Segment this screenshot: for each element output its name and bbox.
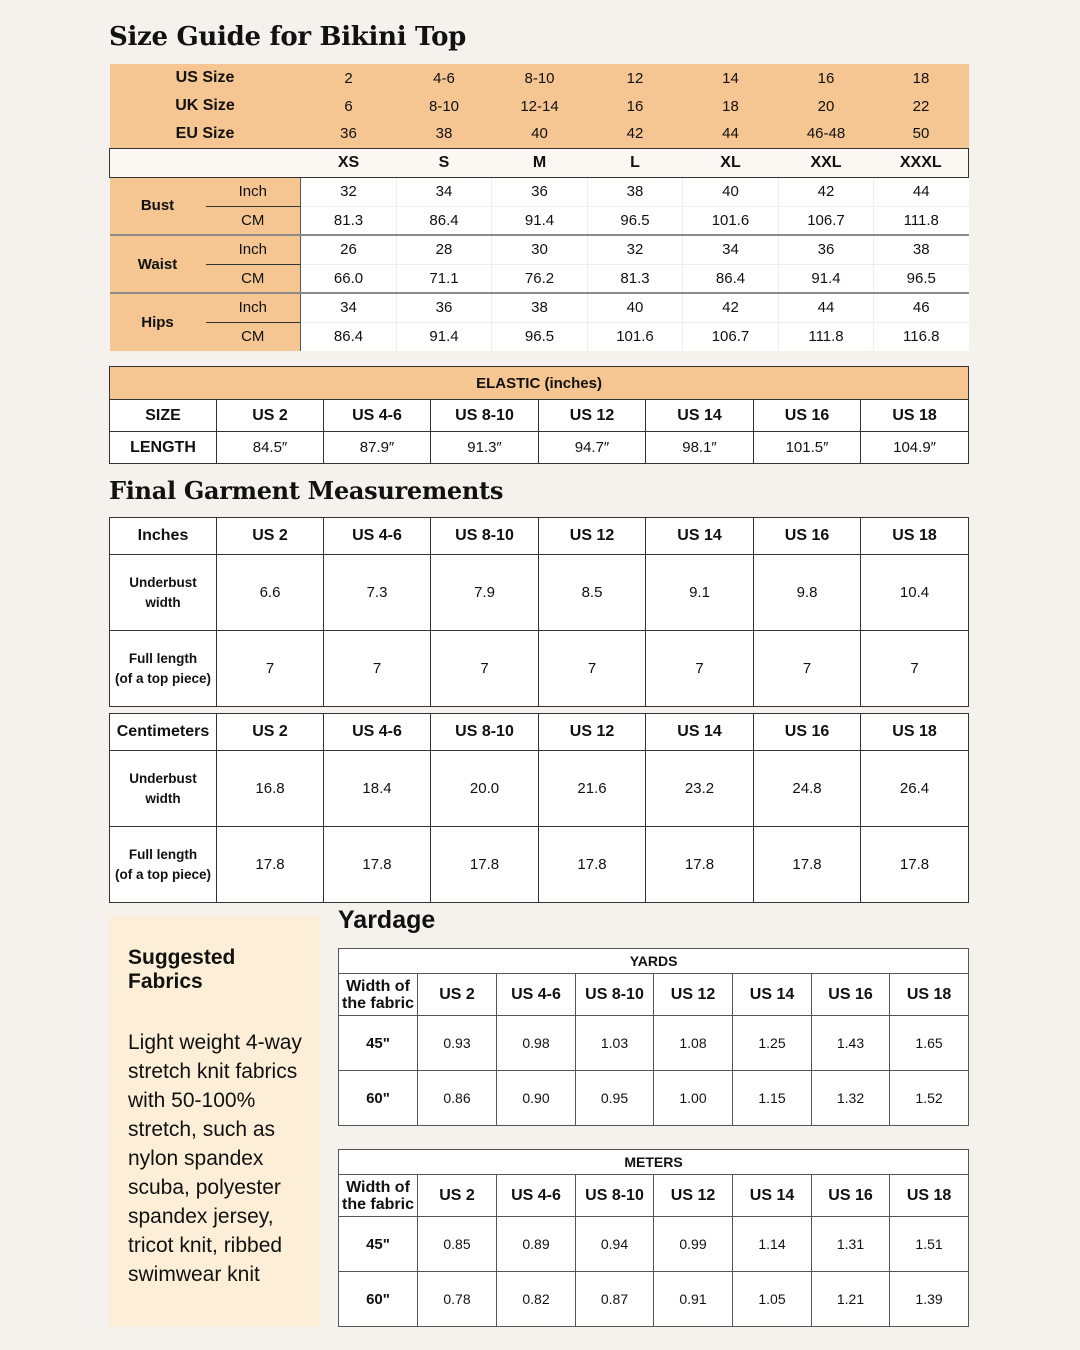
unit-inch-label: Inch [206, 293, 301, 322]
yardage-value-cell: 0.95 [576, 1071, 654, 1126]
yardage-value-cell: 0.87 [576, 1272, 654, 1327]
yardage-value-cell: 1.43 [812, 1016, 890, 1071]
yardage-unit-title: METERS [339, 1150, 969, 1175]
yardage-value-cell: 0.82 [497, 1272, 576, 1327]
elastic-length-cell: 101.5″ [754, 432, 861, 464]
garment-value-cell: 17.8 [861, 827, 969, 903]
measurement-row-inch [110, 177, 969, 206]
cm-value-cell: 101.6 [588, 322, 683, 351]
cm-value-cell: 91.4 [779, 264, 874, 293]
unit-cm-label: CM [206, 264, 301, 293]
yardage-data-row [339, 1016, 969, 1071]
measurement-row-inch [110, 293, 969, 322]
page-title: Size Guide for Bikini Top [109, 22, 467, 52]
measurement-row-cm [110, 322, 969, 351]
inch-value-cell: 34 [683, 235, 779, 264]
size-value-cell: 22 [874, 92, 969, 120]
width-label-line1: Width of [346, 1178, 410, 1196]
size-value-cell: 20 [779, 92, 874, 120]
garment-row-label-line2: width [145, 790, 181, 806]
garment-row-label [110, 827, 217, 903]
garment-value-cell: 17.8 [431, 827, 539, 903]
yardage-value-cell: 1.14 [733, 1217, 812, 1272]
garment-data-row [110, 631, 969, 707]
yardage-value-cell: 0.98 [497, 1016, 576, 1071]
garment-value-cell: 17.8 [754, 827, 861, 903]
fabric-width-cell: 60" [339, 1071, 418, 1126]
size-guide-table [109, 64, 969, 351]
cm-value-cell: 111.8 [779, 322, 874, 351]
yardage-size-header: US 8-10 [576, 974, 654, 1016]
garment-size-header: US 8-10 [431, 714, 539, 751]
elastic-length-cell: 91.3″ [431, 432, 539, 464]
inch-value-cell: 26 [301, 235, 397, 264]
size-value-cell: 42 [588, 120, 683, 148]
size-value-cell: 14 [683, 64, 779, 92]
yardage-value-cell: 1.65 [890, 1016, 969, 1071]
garment-value-cell: 18.4 [324, 751, 431, 827]
size-system-label: UK Size [110, 92, 301, 120]
measurement-name: Waist [110, 235, 206, 293]
yardage-value-cell: 0.94 [576, 1217, 654, 1272]
inch-value-cell: 28 [397, 235, 492, 264]
garment-data-row [110, 827, 969, 903]
yardage-value-cell: 0.93 [418, 1016, 497, 1071]
elastic-length-row [110, 432, 969, 464]
yardage-value-cell: 1.32 [812, 1071, 890, 1126]
cm-value-cell: 76.2 [492, 264, 588, 293]
garment-value-cell: 21.6 [539, 751, 646, 827]
garment-value-cell: 20.0 [431, 751, 539, 827]
yardage-header-row [339, 1175, 969, 1217]
elastic-title: ELASTIC (inches) [110, 367, 969, 400]
size-value-cell: 18 [683, 92, 779, 120]
yardage-size-header: US 18 [890, 974, 969, 1016]
measurement-row-cm [110, 206, 969, 235]
yardage-data-row [339, 1071, 969, 1126]
garment-value-cell: 7.3 [324, 555, 431, 631]
inch-value-cell: 38 [492, 293, 588, 322]
inch-value-cell: 42 [779, 177, 874, 206]
yardage-size-header: US 14 [733, 1175, 812, 1217]
garment-row-label-line1: Full length [128, 650, 198, 666]
yardage-value-cell: 1.15 [733, 1071, 812, 1126]
yardage-size-header: US 16 [812, 974, 890, 1016]
unit-cm-label: CM [206, 206, 301, 235]
garment-size-header: US 4-6 [324, 518, 431, 555]
garment-value-cell: 8.5 [539, 555, 646, 631]
unit-inch-label: Inch [206, 235, 301, 264]
yardage-data-row [339, 1217, 969, 1272]
yardage-title: Yardage [338, 906, 436, 934]
unit-inch-label: Inch [206, 177, 301, 206]
cm-value-cell: 96.5 [874, 264, 969, 293]
garment-value-cell: 7 [431, 631, 539, 707]
size-value-cell: 16 [588, 92, 683, 120]
elastic-size-label: SIZE [110, 400, 217, 432]
yardage-value-cell: 1.08 [654, 1016, 733, 1071]
elastic-size-cell: US 18 [861, 400, 969, 432]
letter-size-cell: XXXL [874, 148, 969, 177]
size-value-cell: 44 [683, 120, 779, 148]
inch-value-cell: 40 [588, 293, 683, 322]
garment-value-cell: 17.8 [324, 827, 431, 903]
garment-row-label-line1: Underbust [129, 770, 197, 786]
cm-value-cell: 91.4 [492, 206, 588, 235]
letter-size-cell: XXL [779, 148, 874, 177]
size-value-cell: 6 [301, 92, 397, 120]
garment-size-header: US 12 [539, 518, 646, 555]
garment-row-label-line2: (of a top piece) [114, 866, 211, 882]
cm-value-cell: 71.1 [397, 264, 492, 293]
inch-value-cell: 36 [397, 293, 492, 322]
yardage-value-cell: 0.90 [497, 1071, 576, 1126]
elastic-size-cell: US 14 [646, 400, 754, 432]
garment-unit-header: Inches [110, 518, 217, 555]
garment-size-header: US 18 [861, 518, 969, 555]
final-centimeters-table [109, 713, 969, 903]
cm-value-cell: 106.7 [683, 322, 779, 351]
yardage-unit-title: YARDS [339, 949, 969, 974]
inch-value-cell: 34 [397, 177, 492, 206]
final-measurements-title: Final Garment Measurements [109, 476, 504, 505]
width-of-fabric-label [339, 974, 418, 1016]
garment-size-header: US 18 [861, 714, 969, 751]
yardage-title-row [339, 949, 969, 974]
cm-value-cell: 86.4 [397, 206, 492, 235]
cm-value-cell: 91.4 [397, 322, 492, 351]
size-value-cell: 36 [301, 120, 397, 148]
yardage-size-header: US 12 [654, 974, 733, 1016]
garment-value-cell: 7 [539, 631, 646, 707]
suggested-fabrics-heading: Suggested Fabrics [128, 946, 236, 993]
elastic-table [109, 366, 969, 464]
yardage-size-header: US 16 [812, 1175, 890, 1217]
yardage-size-header: US 8-10 [576, 1175, 654, 1217]
inch-value-cell: 40 [683, 177, 779, 206]
size-value-cell: 4-6 [397, 64, 492, 92]
garment-row-label [110, 751, 217, 827]
cm-value-cell: 96.5 [588, 206, 683, 235]
garment-size-header: US 2 [217, 714, 324, 751]
final-inches-table [109, 517, 969, 707]
elastic-length-cell: 87.9″ [324, 432, 431, 464]
yardage-size-header: US 4-6 [497, 974, 576, 1016]
measurement-name: Hips [110, 293, 206, 351]
letter-size-cell: S [397, 148, 492, 177]
elastic-title-row [110, 367, 969, 400]
letter-size-cell: M [492, 148, 588, 177]
cm-value-cell: 96.5 [492, 322, 588, 351]
garment-value-cell: 7 [324, 631, 431, 707]
garment-size-header: US 8-10 [431, 518, 539, 555]
yardage-data-row [339, 1272, 969, 1327]
size-value-cell: 38 [397, 120, 492, 148]
inch-value-cell: 36 [779, 235, 874, 264]
cm-value-cell: 66.0 [301, 264, 397, 293]
garment-value-cell: 7 [646, 631, 754, 707]
size-value-cell: 18 [874, 64, 969, 92]
elastic-size-cell: US 4-6 [324, 400, 431, 432]
yardage-value-cell: 0.85 [418, 1217, 497, 1272]
garment-row-label-line2: (of a top piece) [114, 670, 211, 686]
garment-header-row [110, 714, 969, 751]
yardage-value-cell: 0.91 [654, 1272, 733, 1327]
letter-size-row [110, 148, 969, 177]
garment-value-cell: 6.6 [217, 555, 324, 631]
elastic-length-cell: 84.5″ [217, 432, 324, 464]
size-value-cell: 46-48 [779, 120, 874, 148]
garment-row-label [110, 555, 217, 631]
garment-value-cell: 16.8 [217, 751, 324, 827]
cm-value-cell: 111.8 [874, 206, 969, 235]
yardage-size-header: US 14 [733, 974, 812, 1016]
inch-value-cell: 36 [492, 177, 588, 206]
garment-size-header: US 16 [754, 714, 861, 751]
garment-size-header: US 16 [754, 518, 861, 555]
elastic-size-row [110, 400, 969, 432]
size-value-cell: 12 [588, 64, 683, 92]
yardage-value-cell: 1.25 [733, 1016, 812, 1071]
yardage-size-header: US 4-6 [497, 1175, 576, 1217]
inch-value-cell: 44 [779, 293, 874, 322]
yardage-header-row [339, 974, 969, 1016]
letter-size-cell: XL [683, 148, 779, 177]
garment-header-row [110, 518, 969, 555]
letter-size-cell: XS [301, 148, 397, 177]
fabric-width-cell: 60" [339, 1272, 418, 1327]
width-label-line2: the fabric [341, 1195, 414, 1213]
letter-size-blank [110, 148, 301, 177]
cm-value-cell: 86.4 [683, 264, 779, 293]
yardage-value-cell: 1.21 [812, 1272, 890, 1327]
size-value-cell: 8-10 [397, 92, 492, 120]
yardage-yards-table [338, 948, 969, 1126]
yardage-size-header: US 12 [654, 1175, 733, 1217]
cm-value-cell: 106.7 [779, 206, 874, 235]
garment-value-cell: 7 [754, 631, 861, 707]
yardage-size-header: US 2 [418, 974, 497, 1016]
yardage-size-header: US 18 [890, 1175, 969, 1217]
garment-row-label-line1: Full length [128, 846, 198, 862]
size-system-label: US Size [110, 64, 301, 92]
cm-value-cell: 116.8 [874, 322, 969, 351]
yardage-value-cell: 0.99 [654, 1217, 733, 1272]
cm-value-cell: 81.3 [301, 206, 397, 235]
garment-data-row [110, 555, 969, 631]
letter-size-cell: L [588, 148, 683, 177]
suggested-fabrics-text: Light weight 4-way stretch knit fabrics with 50-100% stretch, such as nylon spandex scuba, polyester spandex jersey, tricot knit, ribbed swimwear knit [128, 1031, 302, 1286]
garment-value-cell: 7.9 [431, 555, 539, 631]
yardage-value-cell: 1.51 [890, 1217, 969, 1272]
cm-value-cell: 81.3 [588, 264, 683, 293]
cm-value-cell: 86.4 [301, 322, 397, 351]
yardage-value-cell: 1.52 [890, 1071, 969, 1126]
size-system-row [110, 92, 969, 120]
garment-data-row [110, 751, 969, 827]
size-value-cell: 50 [874, 120, 969, 148]
yardage-value-cell: 1.39 [890, 1272, 969, 1327]
elastic-size-cell: US 2 [217, 400, 324, 432]
inch-value-cell: 34 [301, 293, 397, 322]
inch-value-cell: 46 [874, 293, 969, 322]
garment-value-cell: 26.4 [861, 751, 969, 827]
elastic-length-cell: 104.9″ [861, 432, 969, 464]
elastic-length-label: LENGTH [110, 432, 217, 464]
garment-row-label-line2: width [145, 594, 181, 610]
size-system-row [110, 64, 969, 92]
yardage-title-row [339, 1150, 969, 1175]
fabric-width-cell: 45" [339, 1016, 418, 1071]
width-label-line2: the fabric [341, 994, 414, 1012]
elastic-length-cell: 98.1″ [646, 432, 754, 464]
yardage-value-cell: 1.00 [654, 1071, 733, 1126]
garment-value-cell: 7 [217, 631, 324, 707]
elastic-size-cell: US 12 [539, 400, 646, 432]
garment-size-header: US 12 [539, 714, 646, 751]
suggested-fabrics-panel [109, 916, 320, 1327]
size-value-cell: 16 [779, 64, 874, 92]
garment-value-cell: 17.8 [646, 827, 754, 903]
garment-size-header: US 2 [217, 518, 324, 555]
garment-unit-header: Centimeters [110, 714, 217, 751]
garment-size-header: US 4-6 [324, 714, 431, 751]
measurement-row-inch [110, 235, 969, 264]
inch-value-cell: 44 [874, 177, 969, 206]
yardage-size-header: US 2 [418, 1175, 497, 1217]
size-value-cell: 40 [492, 120, 588, 148]
size-system-label: EU Size [110, 120, 301, 148]
garment-value-cell: 7 [861, 631, 969, 707]
garment-value-cell: 17.8 [217, 827, 324, 903]
size-value-cell: 8-10 [492, 64, 588, 92]
garment-value-cell: 9.8 [754, 555, 861, 631]
unit-cm-label: CM [206, 322, 301, 351]
garment-row-label [110, 631, 217, 707]
width-of-fabric-label [339, 1175, 418, 1217]
size-value-cell: 12-14 [492, 92, 588, 120]
size-system-row [110, 120, 969, 148]
elastic-size-cell: US 8-10 [431, 400, 539, 432]
width-label-line1: Width of [346, 977, 410, 995]
yardage-value-cell: 1.03 [576, 1016, 654, 1071]
elastic-size-cell: US 16 [754, 400, 861, 432]
cm-value-cell: 101.6 [683, 206, 779, 235]
yardage-value-cell: 1.31 [812, 1217, 890, 1272]
inch-value-cell: 32 [301, 177, 397, 206]
garment-value-cell: 17.8 [539, 827, 646, 903]
measurement-name: Bust [110, 177, 206, 235]
garment-size-header: US 14 [646, 518, 754, 555]
yardage-value-cell: 0.78 [418, 1272, 497, 1327]
yardage-meters-table [338, 1149, 969, 1327]
yardage-value-cell: 0.89 [497, 1217, 576, 1272]
inch-value-cell: 32 [588, 235, 683, 264]
garment-value-cell: 23.2 [646, 751, 754, 827]
garment-value-cell: 10.4 [861, 555, 969, 631]
inch-value-cell: 38 [874, 235, 969, 264]
garment-value-cell: 9.1 [646, 555, 754, 631]
elastic-length-cell: 94.7″ [539, 432, 646, 464]
garment-size-header: US 14 [646, 714, 754, 751]
yardage-value-cell: 1.05 [733, 1272, 812, 1327]
size-value-cell: 2 [301, 64, 397, 92]
garment-value-cell: 24.8 [754, 751, 861, 827]
inch-value-cell: 38 [588, 177, 683, 206]
inch-value-cell: 42 [683, 293, 779, 322]
garment-row-label-line1: Underbust [129, 574, 197, 590]
measurement-row-cm [110, 264, 969, 293]
fabric-width-cell: 45" [339, 1217, 418, 1272]
inch-value-cell: 30 [492, 235, 588, 264]
yardage-value-cell: 0.86 [418, 1071, 497, 1126]
